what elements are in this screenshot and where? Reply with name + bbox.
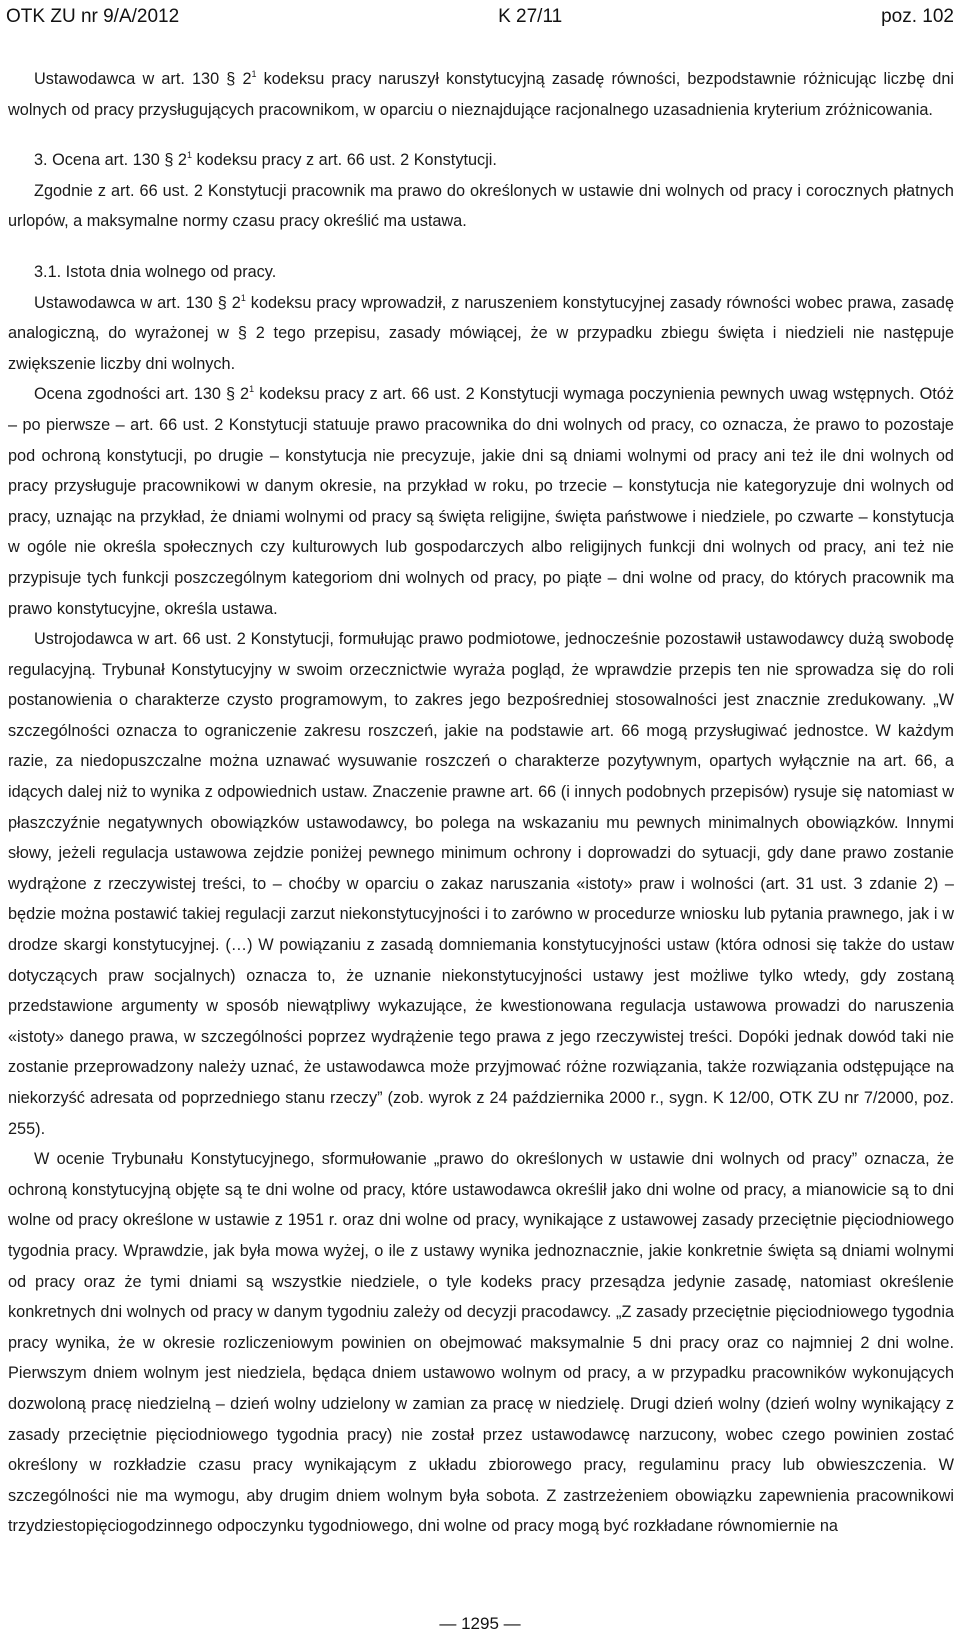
paragraph-legislator: Ustawodawca w art. 130 § $2^1$ kodeksu pracy wprowadził, z naruszeniem konstytucyjnej zasady równości wobec prawa, zasadę analogiczną, do wyrażonej w § 2 tego przepisu, zasady mówiącej, że w przypadku zbiegu święta i niedzieli nie następuje zwiększenie liczby dni wolnych. <box>8 292 954 373</box>
section-heading-3-1: 3.1. Istota dnia wolnego od pracy. <box>34 262 277 281</box>
paragraph-intro: Ustawodawca w art. 130 § $2^1$ kodeksu pracy naruszył konstytucyjną zasadę równości, bezpodstawnie różnicując liczbę dni wolnych od pracy przysługujących pracownikom, w oparciu o nieznajdujące racjonalnego uzasadnienia kryterium zróżnicowania. <box>8 69 954 119</box>
paragraph-assessment: Ocena zgodności art. 130 § $2^1$ kodeksu pracy z art. 66 ust. 2 Konstytucji wymaga poczynienia pewnych uwag wstępnych. Otóż – po pierwsze – art. 66 ust. 2 Konstytucji statuuje prawo pracownika do dni wolnych od pracy, co oznacza, że prawo to pozostaje pod ochroną konstytucji, po drugie – konstytucja nie precyzuje, jakie dni są dniami wolnymi od pracy ani też ile dni wolnych od pracy przysługuje pracownikowi w danym okresie, na przykład w roku, po trzecie – konstytucja nie kategoryzuje dni wolnych od pracy, uznając na przykład, że dniami wolnymi od pracy są święta religijne, święta państwowe i niedziele, po czwarte – konstytucja w ogóle nie określa społecznych czy kulturowych lub gospodarczych albo religijnych funkcji dni wolnych od pracy, ani też nie przypisuje tych funkcji poszczególnym kategoriom dni wolnych od pracy, po piąte – dni wolne od pracy, do których pracownik ma prawo konstytucyjne, określa ustawa. <box>8 384 954 618</box>
page-header <box>6 0 954 34</box>
item-number: poz. 102 <box>881 6 954 27</box>
section-heading-3: 3. Ocena art. 130 § $2^1$ kodeksu pracy z art. 66 ust. 2 Konstytucji. <box>34 150 497 170</box>
case-signature: K 27/11 <box>498 6 563 27</box>
paragraph-constitution: Ustrojodawca w art. 66 ust. 2 Konstytucji, formułując prawo podmiotowe, jednocześnie pozostawił ustawodawcy dużą swobodę regulacyjną. Trybunał Konstytucyjny w swoim orzecznictwie wyraża pogląd, że wprawdzie przepis ten nie sprowadza się do roli postanowienia o charakterze czysto programowym, to zakres jego bezpośredniej stosowalności jest znacznie zredukowany. „W szczególności oznacza to ograniczenie zakresu roszczeń, jakie na podstawie art. 66 mogą przysługiwać jednostce. W każdym razie, za niedopuszczalne można uznawać wysuwanie roszczeń o charakterze pozytywnym, opartych wyłącznie na art. 66, a idących dalej niż to wynika z odpowiednich ustaw. Znaczenie prawne art. 66 (i innych podobnych przepisów) rysuje się natomiast w płaszczyźnie negatywnych obowiązków ustawodawcy, bo polega na wskazaniu mu pewnych minimalnych obowiązków. Innymi słowy, jeżeli regulacja ustawowa zejdzie poniżej pewnego minimum ochrony i doprowadzi do sytuacji, gdy dane prawo zostanie wydrążone z rzeczywistej treści, to – choćby w oparciu o zakaz naruszania «istoty» praw i wolności (art. 31 ust. 3 zdanie 2) – będzie można postawić takiej regulacji zarzut niekonstytucyjności i to zarówno w procedurze wniosku lub pytania prawnego, jak i w drodze skargi konstytucyjnej. (…) W powiązaniu z zasadą domniemania konstytucyjności ustaw (która odnosi się także do ustaw dotyczących praw socjalnych) oznacza to, że uznanie niekonstytucyjności ustawy jest możliwe tylko wtedy, gdy zostaną przedstawione argumenty w sposób niewątpliwy wykazujące, że kwestionowana regulacja ustawowa prowadzi do naruszenia «istoty» danego prawa, w szczególności poprzez wydrążenie tego prawa z jego rzeczywistej treści. Dopóki jednak dowód taki nie zostanie przeprowadzony należy uznać, że ustawodawca może przyjmować różne rozwiązania, także rozwiązania odstępujące na niekorzyść adresata od poprzedniego stanu rzeczy” (zob. wyrok z 24 października 2000 r., sygn. K 12/00, OTK ZU nr 7/2000, poz. 255). <box>8 630 954 1138</box>
paragraph-art-66: Zgodnie z art. 66 ust. 2 Konstytucji pracownik ma prawo do określonych w ustawie dni wolnych od pracy i corocznych płatnych urlopów, a maksymalne normy czasu pracy określić ma ustawa. <box>8 181 954 231</box>
paragraph-tribunal-opinion: W ocenie Trybunału Konstytucyjnego, sformułowanie „prawo do określonych w ustawie dni wolnych od pracy” oznacza, że ochroną konstytucyjną objęte są te dni wolne od pracy, które ustawodawca określił jako dni wolne od pracy, a mianowicie są to dni wolne od pracy określone w ustawie z 1951 r. oraz dni wolne od pracy, wynikające z ustawowej zasady przeciętnie pięciodniowego tygodnia pracy. Wprawdzie, jak była mowa wyżej, o ile z ustawy wynika jednoznacznie, jakie konkretnie święta są dniami wolnymi od pracy oraz że tymi dniami są wszystkie niedziele, o tyle kodeks pracy przesądza jedynie zasadę, natomiast określenie konkretnych dni wolnych od pracy w danym tygodniu zależy od decyzji pracodawcy. „Z zasady przeciętnie pięciodniowego tygodnia pracy wynika, że w okresie rozliczeniowym powinien on obejmować maksymalnie 5 dni pracy oraz co najmniej 2 dni wolne. Pierwszym dniem wolnym jest niedziela, będąca dniem ustawowo wolnym od pracy, a w przypadku pracowników wykonujących dozwoloną pracę niedzielną – dzień wolny udzielony w zamian za pracę w niedzielę. Drugi dzień wolny (dzień wolny wynikający z zasady przeciętnie pięciodniowego tygodnia pracy) nie został przez ustawodawcę narzucony, wobec czego powinien zostać określony w rozkładzie czasu pracy wynikającym z układu zbiorowego pracy, regulaminu pracy lub obwieszczenia. W szczególności nie ma wymogu, aby drugim dniem wolnym była sobota. Z zastrzeżeniem obowiązku zapewnienia pracownikowi trzydziestopięciogodzinnego odpoczynku tygodniowego, dni wolne od pracy mogą być rozkładane równomiernie na <box>8 1150 954 1536</box>
body-text <box>8 64 954 1542</box>
journal-reference: OTK ZU nr 9/A/2012 <box>6 6 180 27</box>
page-number: — 1295 — <box>439 1614 521 1633</box>
